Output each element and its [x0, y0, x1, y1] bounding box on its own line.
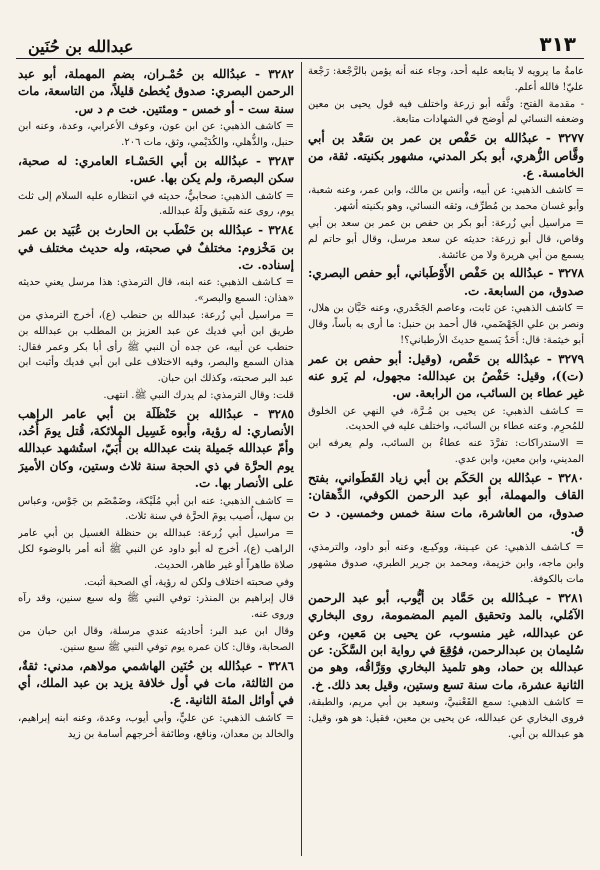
entry-heading: ٣٢٧٧ - عبدُالله بن حَفْص بن عمر بن سَعْد بن أبي وقَّاص الزُّهري، أبو بكر المدني، مشهور بكنيته. ثقة، من الخامسة. ع. — [308, 131, 584, 180]
entry-text: = كاشف الذهبي: عن ثابت، وعاصم الجَحْدري، وعنه حَبَّان بن هلال، ونصر بن علي الجَهْضَمي، قال أحمد بن حنبل: ما أرى به بأساً، وقال أبو خيثمة: قال: أَحَدٌ يَسمع حديثَ الأرطباني؟! — [308, 303, 584, 346]
entry-text: = كاشف الذهبي: صحابيٌّ، حديثه في انتظاره عليه السلام إلى ثلث يوم، روى عنه شَقيق ولَهُ عبدالله. — [18, 190, 294, 218]
entry-text: = كاشف الذهبي: عنه ابن أبي مُلَيْكة، وضَمْضَم بن جَوْس، وعباس بن سهل، أُصيب يومَ الحرَّة في سنة ثلاث. — [18, 495, 294, 523]
entry-text: قلت: وقال الترمذي: لم يدرك النبي ﷺ. انتهى. — [103, 389, 294, 401]
entry-text: قال إبراهيم بن المنذر: توفي النبي ﷺ وله سبع سنين، وقد رآه وروى عنه. — [18, 593, 294, 621]
header-rule — [16, 58, 584, 59]
column-divider — [301, 62, 302, 856]
page-header — [16, 22, 584, 56]
entry-text: = كاشف الذهبي: عن عليٍّ، وأبي أيوب، وعدة، وعنه ابنه إبراهيم، والخالد بن معدان، ونافع، وطائفة أخرجهم أسامة بن زيد — [18, 712, 294, 740]
entry-text: = مراسيل أبي زُرعة: أبو بكر بن حفص بن عمر بن سعد بن أبي وقاص، قال أبو زرعة: حديثه عن سعد مرسل، وقال أبو حاتم لم يسمع من أبي هريرة ولا من عائشة. — [308, 217, 584, 261]
entry-text: عامةُ ما يرويه لا يتابعه عليه أحد، وجاء عنه أنه يؤمن بالرَّجْعة: رَجْعة عليّ! فالله أعلم. — [308, 66, 584, 93]
entry-heading: ٣٢٨٢ - عبدُالله بن حُمْـران، بضم المهملة، أبو عبد الرحمن البصري: صدوق يُخطئ قليلاً، من التاسعة، مات سنة ست - أو خمس - ومئتين. خت م د س. — [18, 67, 294, 116]
entry-text: = الاستدراكات: تفرَّدَ عنه عطاءُ بن السائب، ولم يعرفه ابن المديني، وابن معين، وابن عدي. — [308, 438, 584, 466]
running-title: عبدالله بن حُنَين — [28, 37, 134, 56]
left-column — [18, 64, 294, 854]
entry-text: = كاشف الذهبي: سمع القَعْنبيَّ، وسعيد بن أبي مريم، والطبقة، فروى البخاري عن عبدالله، عن يحيى بن معين، فقيل: هو هو، وقيل: هو عبدالله بن أبي. — [308, 697, 584, 740]
entry-heading: ٣٢٨٠ - عبدُالله بن الحَكَم بن أبي زياد القَطَواني، بفتح القاف والمهملة، أبو عبد الرحمن الكوفي، الدِّهقان: صدوق، من العاشرة، مات سنة خمس وخمسين. د ت ق. — [308, 470, 584, 538]
entry-heading: ٣٢٨١ - عبـدُالله بن حَمَّاد بن أيُّوب، أبو عبد الرحمن الآمُلي، بالمد وتحقيق الميم المضمومة، روى البخاري عن عبدالله، غير منسوب، عن يحيى بن مَعين، وعن سُليمان بن عبدالرحمن، فوُقِعَ في رواية ابن السَّكَن: عن عبدالله بن حماد، وهو تلميذ البخاري ووَرَّاقُه، وهو من الثانية عشرة، مات سنة تسع وستين، وقيل بعد ذلك. خ. — [308, 590, 584, 692]
entry-heading: ٣٢٨٤ - عبدُالله بن حَنْطَب بن الحارث بن عُبَيد بن عمر بن مَخْزوم: مختلفٌ في صحبته، وله حديث مختلف في إسناده. ت. — [18, 223, 294, 272]
entry-text: = كاشف الذهبي: عن أبيه، وأنس بن مالك، وابن عمر، وعنه شعبة، وأبو غسان محمد بن مُطرِّف، وثقه النسائي، وهو بكنيته أشهر. — [308, 185, 584, 213]
page-number: ٣١٣ — [539, 32, 576, 56]
entry-heading: ٣٢٨٥ - عبدُالله بن حَنْظَلَة بن أبي عامر الراهب الأنصاري: له رؤية، وأبوه غَسِيل الملائكة، قُتل يومَ أُحُد، وأمّ عبدالله جَميلة بنت عبدالله بن أُبَيّ، استُشهد عبدالله يوم الحرَّة في ذي الحجة سنة ثلاث وستين، وكان الأميرَ على الأنصار بها. ت. — [18, 406, 294, 491]
entry-text: = كـاشف الذهبي: عن عيـينة، ووكيـع، وعنه أبو داود، والترمذي، وابن ماجه، وابن خزيمة، ومحمد بن جرير الطبري، صدوق مشهور مات بالكوفة. — [308, 542, 584, 586]
entry-text: = مراسيل أبي زُرعة: عبدالله بن حنطب (ع)، أخرج الترمذي من طريق ابن أبي فديك عن عبد العزيز بن المطلب بن عبدالله بن حنطب عن أبيه، عن جده أن النبي ﷺ رأى أبا بكر وعمر فقال: هذان السمع والبصر، وفيه الاختلاف على ابن أبي فديك وأثبت ابن عبد البر صحبته، وكذلك ابن حبان. — [18, 309, 294, 385]
entry-text: = كاشف الذهبي: عن ابن عون، وعوف الأعرابي، وعدة، وعنه ابن حنبل، والذُّهلي، والكُدَيْمي، وثق، مات ٢٠٦. — [18, 121, 294, 148]
entry-heading: ٣٢٨٦ - عبدُالله بن حُنَين الهاشمي مولاهم، مدني: ثقةٌ، من الثالثة، مات في أول خلافة يزيد بن عبد الملك، أي في أوائل المئة الثانية. ع. — [18, 658, 294, 708]
entry-heading: ٣٢٧٨ - عبدُالله بن حَفْص الأَوْطَباني، أبو حفص البصري: صدوق، من السابعة. ت. — [308, 266, 584, 298]
entry-text: = كـاشف الذهبي: عنه ابنه، قال الترمذي: هذا مرسل يعني حديثه «هذان: السمع والبصر». — [18, 277, 294, 305]
right-column — [308, 64, 584, 854]
entry-text: = كـاشف الذهبي: عن يحيى بن مُـرَّة، في النهي عن الخلوق للمُحرِم. وعنه عطاء بن السائب، واختلف عليه في الحديث. — [308, 405, 584, 433]
entry-text: وقال ابن عبد البر: أحاديثه عندي مرسلة، وقال ابن حبان من الصحابة، وقال: كان عمره يوم توفي النبي ﷺ سبع سنين. — [18, 626, 294, 653]
entry-heading: ٣٢٧٩ - عبدُالله بن حَفْص، (وقيل: أبو حفص بن عمر (ت))، وقيل: حَفْصُ بن عبدالله: مجهول، لم يَرو عنه غير عطاء بن السائب، من الرابعة. س. — [308, 351, 584, 401]
entry-heading: ٣٢٨٣ - عبدُالله بن أبي الحَسْـاء العامري: له صحبة، سكن البصرة، ولم يكن بها. عس. — [18, 153, 294, 186]
entry-text: وفي صحبته اختلاف ولكن له رؤية، أي الصحبة أثبت. — [84, 576, 294, 588]
entry-text: - مقدمة الفتح: وثَّقه أبو زرعة واختلف فيه قول يحيى بن معين وضعفه النسائي لم أوضح في الشهادات متابعة. — [308, 98, 584, 126]
entry-text: = مراسيل أبي زُرعة: عبدالله بن حنظلة الغسيل بن أبي عامر الراهب (ع)، أخرج له أبو داود عن النبي ﷺ أنه أمر بالوضوء لكل صلاة طاهراً أو غير طاهر، الحديث. — [18, 528, 294, 571]
